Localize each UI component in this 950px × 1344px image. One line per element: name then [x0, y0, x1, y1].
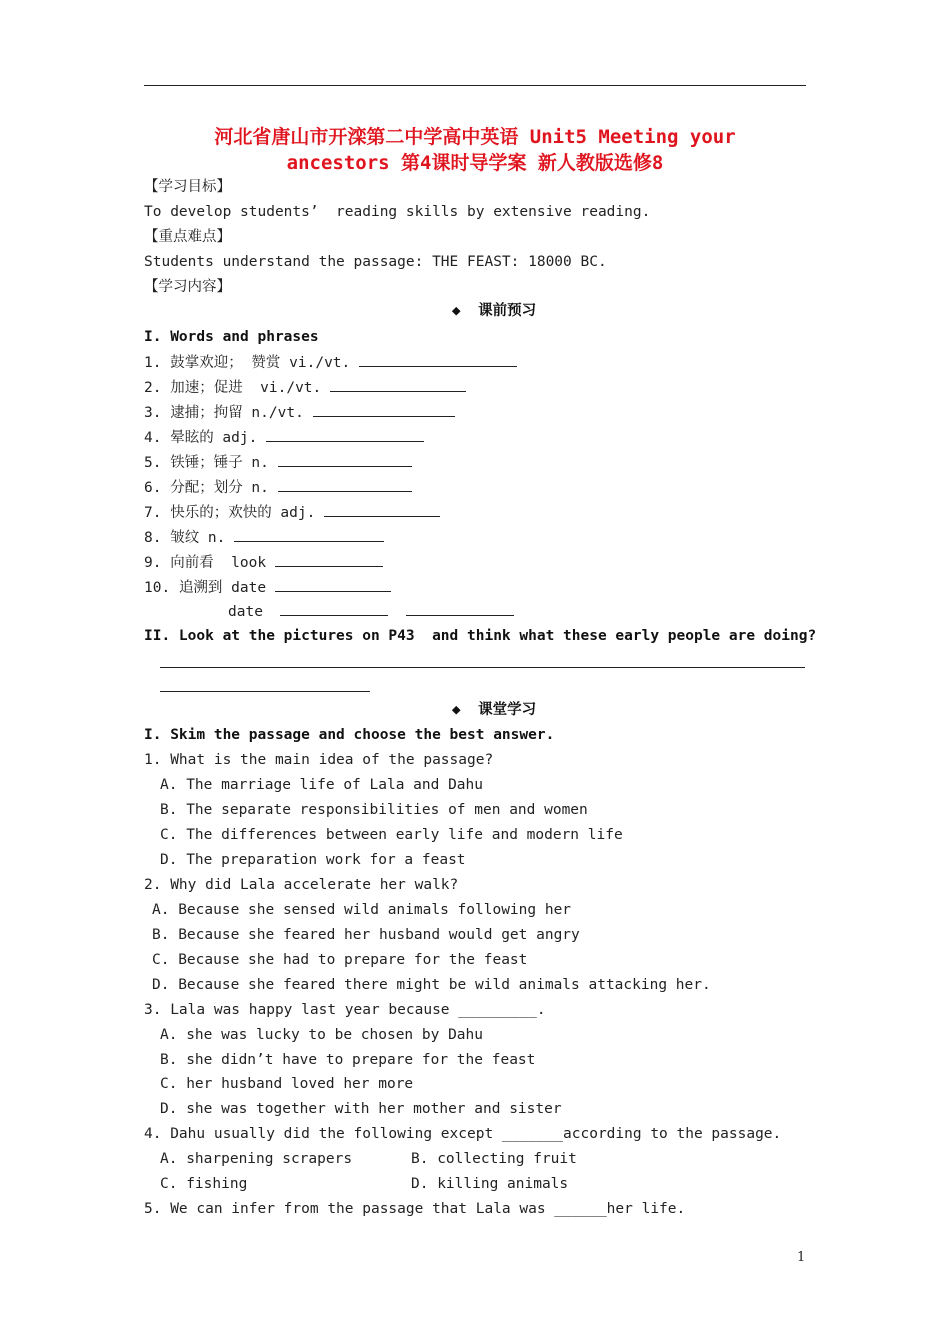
- vocab-item-continuation: date: [228, 601, 514, 622]
- answer-option[interactable]: A. The marriage life of Lala and Dahu: [160, 777, 484, 793]
- answer-option[interactable]: D. killing animals: [411, 1176, 569, 1192]
- preview-section-title: ◆ 课前预习: [451, 303, 537, 319]
- answer-option[interactable]: B. Because she feared her husband would get angry: [152, 927, 580, 943]
- vocab-item: 7. 快乐的；欢快的 adj.: [144, 502, 440, 523]
- page-number: 1: [797, 1250, 806, 1265]
- vocab-item: 4. 晕眩的 adj.: [144, 427, 424, 448]
- answer-blank[interactable]: [275, 577, 391, 592]
- answer-blank[interactable]: [406, 601, 514, 616]
- answer-blank[interactable]: [359, 352, 517, 367]
- answer-option[interactable]: A. Because she sensed wild animals following her: [152, 902, 572, 918]
- vocab-item: 8. 皱纹 n.: [144, 527, 384, 548]
- answer-blank[interactable]: [275, 552, 383, 567]
- answer-blank[interactable]: [324, 502, 440, 517]
- question-stem: 3. Lala was happy last year because _________.: [144, 1002, 546, 1018]
- vocab-item: 9. 向前看 look: [144, 552, 383, 573]
- answer-option[interactable]: C. Because she had to prepare for the feast: [152, 952, 528, 968]
- answer-option[interactable]: C. her husband loved her more: [160, 1076, 414, 1092]
- question-stem: 4. Dahu usually did the following except _______according to the passage.: [144, 1126, 782, 1142]
- goals-text: To develop students’ reading skills by extensive reading.: [144, 204, 651, 220]
- document-title-line-2: ancestors 第4课时导学案 新人教版选修8: [286, 152, 664, 174]
- answer-option[interactable]: D. Because she feared there might be wild animals attacking her.: [152, 977, 711, 993]
- answer-blank[interactable]: [278, 477, 412, 492]
- key-points-heading: 【重点难点】: [144, 229, 231, 245]
- skim-instructions: I. Skim the passage and choose the best answer.: [144, 727, 555, 743]
- answer-option[interactable]: B. The separate responsibilities of men and women: [160, 802, 588, 818]
- answer-blank[interactable]: [280, 601, 388, 616]
- vocab-item: 6. 分配；划分 n.: [144, 477, 412, 498]
- answer-option[interactable]: C. fishing: [160, 1176, 248, 1192]
- words-phrases-title: I. Words and phrases: [144, 329, 319, 345]
- vocab-item: 5. 铁锤；锤子 n.: [144, 452, 412, 473]
- answer-option[interactable]: B. collecting fruit: [411, 1151, 577, 1167]
- answer-option[interactable]: A. sharpening scrapers: [160, 1151, 353, 1167]
- answer-option[interactable]: B. she didn’t have to prepare for the feast: [160, 1052, 536, 1068]
- top-rule: [144, 85, 806, 86]
- answer-blank[interactable]: [278, 452, 412, 467]
- classroom-section-title: ◆ 课堂学习: [451, 702, 537, 718]
- key-points-text: Students understand the passage: THE FEAST: 18000 BC.: [144, 254, 607, 270]
- question-stem: 2. Why did Lala accelerate her walk?: [144, 877, 459, 893]
- vocab-item: 1. 鼓掌欢迎； 赞赏 vi./vt.: [144, 352, 517, 373]
- answer-line[interactable]: [160, 691, 370, 692]
- answer-option[interactable]: D. The preparation work for a feast: [160, 852, 466, 868]
- vocab-item: 2. 加速；促进 vi./vt.: [144, 377, 466, 398]
- answer-blank[interactable]: [313, 402, 455, 417]
- answer-blank[interactable]: [266, 427, 424, 442]
- document-title-line-1: 河北省唐山市开滦第二中学高中英语 Unit5 Meeting your: [214, 126, 736, 148]
- answer-line[interactable]: [160, 667, 805, 668]
- answer-option[interactable]: D. she was together with her mother and sister: [160, 1101, 562, 1117]
- answer-option[interactable]: A. she was lucky to be chosen by Dahu: [160, 1027, 484, 1043]
- pictures-question: II. Look at the pictures on P43 and think what these early people are doing?: [144, 628, 817, 644]
- question-stem: 1. What is the main idea of the passage?: [144, 752, 494, 768]
- question-stem: 5. We can infer from the passage that Lala was ______her life.: [144, 1201, 686, 1217]
- answer-blank[interactable]: [234, 527, 384, 542]
- answer-option[interactable]: C. The differences between early life and modern life: [160, 827, 623, 843]
- goals-heading: 【学习目标】: [144, 179, 231, 195]
- answer-blank[interactable]: [330, 377, 466, 392]
- vocab-item: 10. 追溯到 date: [144, 577, 391, 598]
- content-heading: 【学习内容】: [144, 279, 231, 295]
- vocab-item: 3. 逮捕；拘留 n./vt.: [144, 402, 455, 423]
